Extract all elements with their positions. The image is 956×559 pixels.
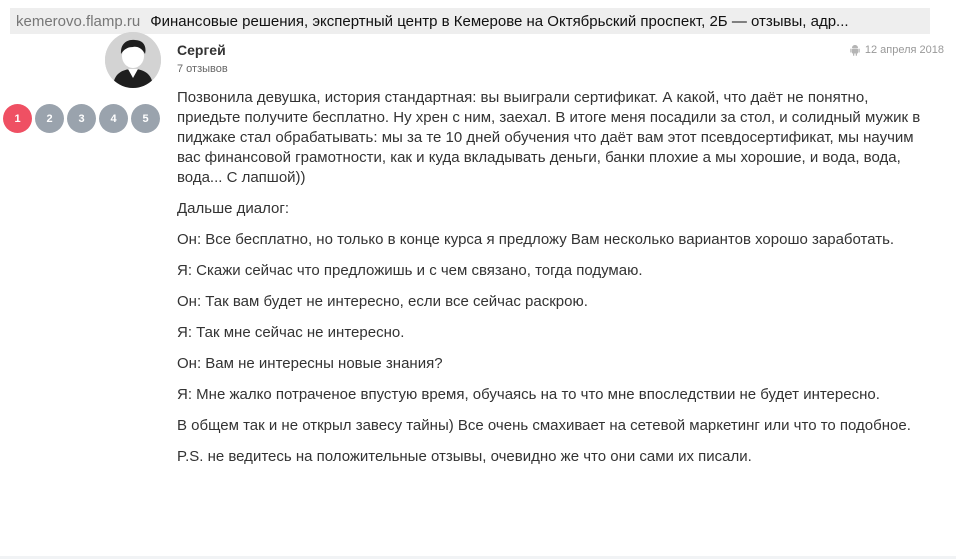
- page-5-button[interactable]: 5: [131, 104, 160, 133]
- review-paragraph: Позвонила девушка, история стандартная: вы выиграли сертификат. А какой, что даёт не понятно, приедьте получите бесплатно. Ну хрен с ним, заехал. В итоге меня посадили за стол, и солидный мужик в пиджаке стал обрабатывать: мы за те 10 дней обучения что даёт вам этот псевдосертификат, мы научим вас финансовой грамотности, как и куда вкладывать деньги, банки плохие а мы хорошие, и вода, вода, вода... С лапшой)): [177, 89, 921, 186]
- avatar[interactable]: [105, 32, 161, 88]
- android-icon: [850, 44, 860, 56]
- pagination: [3, 104, 160, 133]
- review-paragraph: Я: Скажи сейчас что предложишь и с чем связано, тогда подумаю.: [177, 262, 643, 279]
- author-name[interactable]: Сергей: [177, 42, 226, 58]
- site-name[interactable]: kemerovo.flamp.ru: [16, 12, 141, 30]
- review-paragraph: В общем так и не открыл завесу тайны) Все очень смахивает на сетевой маркетинг или что то подобное.: [177, 417, 911, 434]
- page-4-button[interactable]: 4: [99, 104, 128, 133]
- review-paragraph: Дальше диалог:: [177, 200, 289, 217]
- review-paragraph: Он: Вам не интересны новые знания?: [177, 355, 443, 372]
- author-review-count[interactable]: 7 отзывов: [177, 63, 228, 75]
- page-3-button[interactable]: 3: [67, 104, 96, 133]
- review-text: [177, 88, 922, 478]
- review-paragraph: Я: Мне жалко потраченое впустую время, обучаясь на то что мне впоследствии не будет интересно.: [177, 386, 880, 403]
- review-date: 12 апреля 2018: [864, 44, 944, 56]
- review-paragraph: Я: Так мне сейчас не интересно.: [177, 324, 405, 341]
- review-paragraph: Он: Так вам будет не интересно, если все сейчас раскрою.: [177, 293, 588, 310]
- review-paragraph: Он: Все бесплатно, но только в конце курса я предложу Вам несколько вариантов хорошо заработать.: [177, 231, 895, 248]
- title-bar: [10, 8, 930, 34]
- page-1-button[interactable]: 1: [3, 104, 32, 133]
- review-date-wrap: [850, 44, 944, 56]
- review-paragraph: P.S. не ведитесь на положительные отзывы, очевидно же что они сами их писали.: [177, 448, 752, 465]
- user-avatar-icon: [105, 32, 161, 88]
- page-2-button[interactable]: 2: [35, 104, 64, 133]
- page-title: Финансовые решения, экспертный центр в Кемерове на Октябрьский проспект, 2Б — отзывы, адр...: [150, 12, 849, 30]
